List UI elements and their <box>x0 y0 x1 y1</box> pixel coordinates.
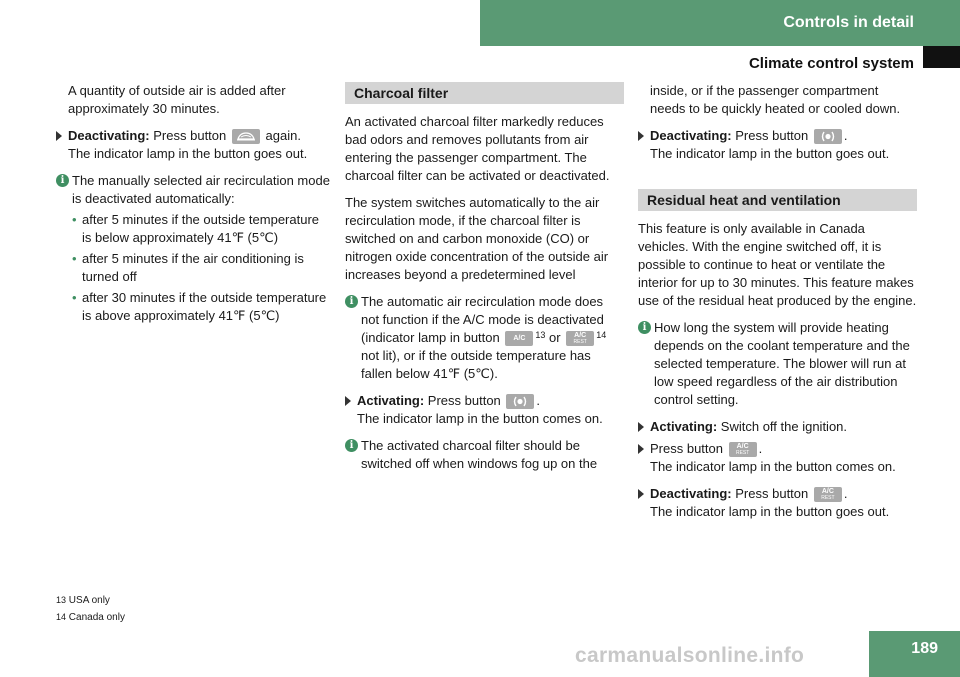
section-title: Controls in detail <box>783 14 914 31</box>
header-marker <box>923 46 960 68</box>
step-text: Press button <box>427 393 501 408</box>
charcoal-filter-button-icon <box>506 394 534 409</box>
ac-rest-label-bottom: REST <box>735 450 750 457</box>
list-item <box>72 250 330 286</box>
press-button-step <box>638 440 917 476</box>
activating-step <box>345 392 624 428</box>
step-label: Deactivating: <box>650 486 732 501</box>
step-result: The indicator lamp in the button goes out. <box>650 504 890 519</box>
info-text: The manually selected air recirculation mode is deactivated automatically: <box>72 173 330 206</box>
footnote-14 <box>56 611 125 625</box>
subsection-title: Climate control system <box>748 55 914 72</box>
step-text-end: . <box>536 393 541 408</box>
step-result: The indicator lamp in the button comes on. <box>357 411 603 426</box>
paragraph: The system switches automatically to the air recirculation mode, if the charcoal filter is switched on and carbon monoxide (CO) or nitrogen oxide concentration of the outside air increases beyond a predetermined level <box>345 195 609 282</box>
step-text: Switch off the ignition. <box>720 419 848 434</box>
step-arrow-icon <box>638 131 644 141</box>
paragraph: inside, or if the passenger compartment needs to be quickly heated or cooled down. <box>650 83 901 116</box>
ac-rest-button-icon <box>729 442 757 457</box>
info-note <box>345 293 624 383</box>
ac-button-label: A/C <box>513 335 526 343</box>
step-arrow-icon <box>638 444 644 454</box>
charcoal-filter-button-icon <box>814 129 842 144</box>
footnote-number: 13 <box>56 595 67 605</box>
info-text: The automatic air recirculation mode does not function if the A/C mode is deactivated (indicator lamp in button <box>361 294 604 345</box>
step-label: Activating: <box>357 393 425 408</box>
recirculation-button-icon <box>232 129 260 144</box>
deactivating-step <box>638 485 917 521</box>
list-item-text: after 5 minutes if the air conditioning is turned off <box>82 251 304 284</box>
step-arrow-icon <box>345 396 351 406</box>
column-2 <box>345 82 624 482</box>
step-text-end: . <box>843 486 848 501</box>
info-icon: i <box>345 295 358 308</box>
ac-rest-label-bottom: REST <box>821 495 835 502</box>
step-arrow-icon <box>638 422 644 432</box>
watermark: carmanualsonline.info <box>575 644 805 667</box>
info-text: or <box>549 330 561 345</box>
ac-rest-label-top: A/C <box>574 332 587 340</box>
step-text-end: again. <box>265 128 301 143</box>
ac-rest-button-icon <box>566 331 594 346</box>
info-text: not lit), or if the outside temperature has fallen below 41℉ (5℃). <box>361 348 591 381</box>
deactivating-step <box>56 127 330 163</box>
column-3 <box>638 82 917 530</box>
info-icon: i <box>345 439 358 452</box>
info-icon: i <box>638 321 651 334</box>
ac-rest-label-bottom: REST <box>573 339 587 346</box>
bullet-icon: • <box>72 212 77 227</box>
step-result: The indicator lamp in the button comes on. <box>650 459 896 474</box>
list-item-text: after 5 minutes if the outside temperature is below approximately 41℉ (5℃) <box>82 212 320 245</box>
paragraph: This feature is only available in Canada vehicles. With the engine switched off, it is possible to continue to heat or ventilate the interior for up to 30 minutes. This feature makes use of the residual heat produced by the engine. <box>638 221 917 308</box>
step-text: Press button <box>735 128 809 143</box>
activating-step <box>638 418 917 436</box>
info-note <box>638 319 917 409</box>
info-text: The activated charcoal filter should be switched off when windows fog up on the <box>361 438 598 471</box>
bullet-icon: • <box>72 251 77 266</box>
step-result: The indicator lamp in the button goes out. <box>68 146 308 161</box>
info-note <box>345 437 624 473</box>
bullet-icon: • <box>72 290 77 305</box>
info-note <box>56 172 330 325</box>
list-item <box>72 211 330 247</box>
step-label: Activating: <box>650 419 718 434</box>
footnote-13 <box>56 594 110 608</box>
footnote-text: USA only <box>68 595 110 606</box>
info-text: How long the system will provide heating depends on the coolant temperature and the selected temperature. The blower will run at low speed regardless of the air distribution control setting. <box>654 320 910 407</box>
footnote-number: 14 <box>56 612 67 622</box>
step-label: Deactivating: <box>68 128 150 143</box>
step-arrow-icon <box>56 131 62 141</box>
step-text-end: . <box>758 441 763 456</box>
page-number: 189 <box>911 640 938 657</box>
section-heading: Charcoal filter <box>345 82 624 104</box>
column-1 <box>56 82 330 334</box>
step-arrow-icon <box>638 489 644 499</box>
list-item <box>72 289 330 325</box>
list-item-text: after 30 minutes if the outside temperature is above approximately 41℉ (5℃) <box>82 290 327 323</box>
step-text: Press button <box>153 128 227 143</box>
step-text: Press button <box>650 441 723 456</box>
ac-rest-label-top: A/C <box>821 488 834 496</box>
ac-rest-label-top: A/C <box>736 443 749 451</box>
recirc-intro: A quantity of outside air is added after approximately 30 minutes. <box>68 83 286 116</box>
page-number-box <box>869 631 960 677</box>
paragraph: An activated charcoal filter markedly reduces bad odors and removes pollutants from air entering the passenger compartment. The charcoal filter can be activated or deactivated. <box>345 114 610 183</box>
step-result: The indicator lamp in the button goes out. <box>650 146 890 161</box>
footnote-ref: 14 <box>596 330 607 340</box>
footnote-text: Canada only <box>68 612 125 623</box>
step-label: Deactivating: <box>650 128 732 143</box>
ac-button-icon <box>505 331 533 346</box>
deactivating-step <box>638 127 917 163</box>
ac-rest-button-icon <box>814 487 842 502</box>
info-icon: i <box>56 174 69 187</box>
step-text: Press button <box>735 486 809 501</box>
footnote-ref: 13 <box>535 330 546 340</box>
step-text-end: . <box>843 128 848 143</box>
section-heading: Residual heat and ventilation <box>638 189 917 211</box>
